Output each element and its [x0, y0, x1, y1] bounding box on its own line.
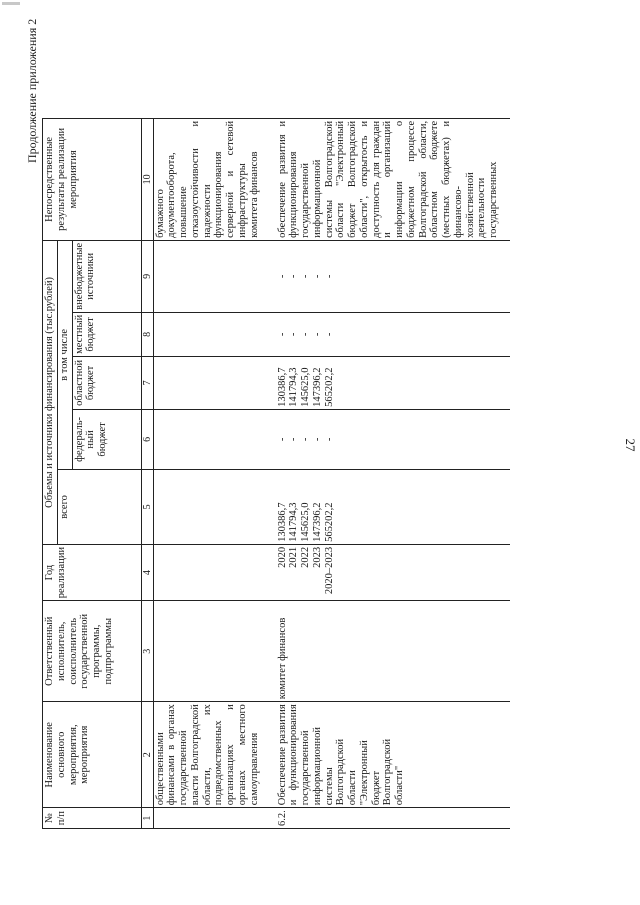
col-number: 3 — [141, 601, 153, 702]
extrabudget-value: - — [276, 274, 288, 279]
federal-value: - — [300, 437, 312, 442]
header-including: в том числе — [57, 240, 72, 469]
federal-value: - — [288, 437, 300, 442]
total-value: 147396,2 — [311, 502, 323, 542]
header-row-1 — [43, 118, 58, 828]
column-number-row — [141, 118, 153, 828]
total-value: 141794,3 — [288, 502, 300, 542]
total-value: 145625,0 — [300, 502, 312, 542]
local-value: - — [276, 332, 288, 337]
continuation-name: общественными финансами в органах государственной власти Волгоградской области, их подведомственных организациях и органах местного самоуправления — [153, 702, 276, 808]
table-row-6-2 — [276, 118, 510, 828]
continuation-result: бумажного документооборота, повышение отказоустойчивости и надежности функционирования серверной и сетевой инфраструктуры комитета финансов — [153, 118, 276, 240]
header-total: всего — [57, 469, 141, 544]
extrabudget-value: - — [300, 274, 312, 279]
total-value: 565202,2 — [323, 502, 335, 542]
regional-value: 565202,2 — [323, 367, 335, 407]
header-number: № п/п — [43, 808, 142, 829]
regional-value: 141794,3 — [288, 367, 300, 407]
federal-value: - — [276, 437, 288, 442]
col-number: 2 — [141, 702, 153, 808]
total-value: 130386,7 — [276, 502, 288, 542]
page-number: 27 — [623, 438, 638, 452]
header-name: Наименование основного мероприятия, мероприятия — [43, 702, 142, 808]
funding-table — [42, 118, 510, 829]
header-extrabudget: внебюджетные источники — [72, 240, 141, 312]
year-value: 2021 — [288, 546, 300, 568]
extrabudget-value: - — [323, 274, 335, 279]
local-value: - — [300, 332, 312, 337]
federal-value: - — [311, 437, 323, 442]
col-number: 4 — [141, 544, 153, 600]
year-value: 2022 — [300, 546, 312, 568]
local-value: - — [288, 332, 300, 337]
header-executor: Ответственный исполнитель, соисполнитель государственной программы, подпрограммы — [43, 601, 142, 702]
extrabudget-value: - — [288, 274, 300, 279]
year-value: 2023 — [311, 546, 323, 568]
col-number: 7 — [141, 356, 153, 409]
header-funding-group: Объемы и источники финансирования (тыс.рублей) — [43, 240, 58, 544]
col-number: 6 — [141, 409, 153, 469]
header-local: местный бюджет — [72, 312, 141, 356]
regional-value: 147396,2 — [311, 367, 323, 407]
row-executor: комитет финансов — [276, 601, 510, 702]
row-result: обеспечение развития и функционирования государственной информационной системы Волгоградской области "Электронный бюджет Волгоградской области", открытость и доступность для граждан и организаций информации о бюджетном процессе Волгоградской области, областном бюджете (местных бюджетах) и финансово-хозяйственной деятельности государственных — [276, 118, 510, 240]
header-federal: федераль-ный бюджет — [72, 409, 141, 469]
header-regional: областной бюджет — [72, 356, 141, 409]
row-number: 6.2. — [276, 808, 510, 829]
year-value: 2020–2023 — [323, 546, 335, 595]
header-results: Непосредственные результаты реализации мероприятия — [43, 118, 142, 240]
extrabudget-value: - — [311, 274, 323, 279]
row-name: Обеспечение развития и функционирования государственной информационной системы Волгоградской области "Электронный бюджет Волгоградской области" — [276, 702, 510, 808]
header-year: Год реализации — [43, 544, 142, 600]
regional-value: 145625,0 — [300, 367, 312, 407]
local-value: - — [311, 332, 323, 337]
col-number: 8 — [141, 312, 153, 356]
regional-value: 130386,7 — [276, 367, 288, 407]
local-value: - — [323, 332, 335, 337]
federal-value: - — [323, 437, 335, 442]
continuation-title: Продолжение приложения 2 — [25, 18, 39, 163]
col-number: 10 — [141, 118, 153, 240]
continuation-row — [153, 118, 276, 828]
col-number: 1 — [141, 808, 153, 829]
year-value: 2020 — [276, 546, 288, 568]
col-number: 9 — [141, 240, 153, 312]
col-number: 5 — [141, 469, 153, 544]
